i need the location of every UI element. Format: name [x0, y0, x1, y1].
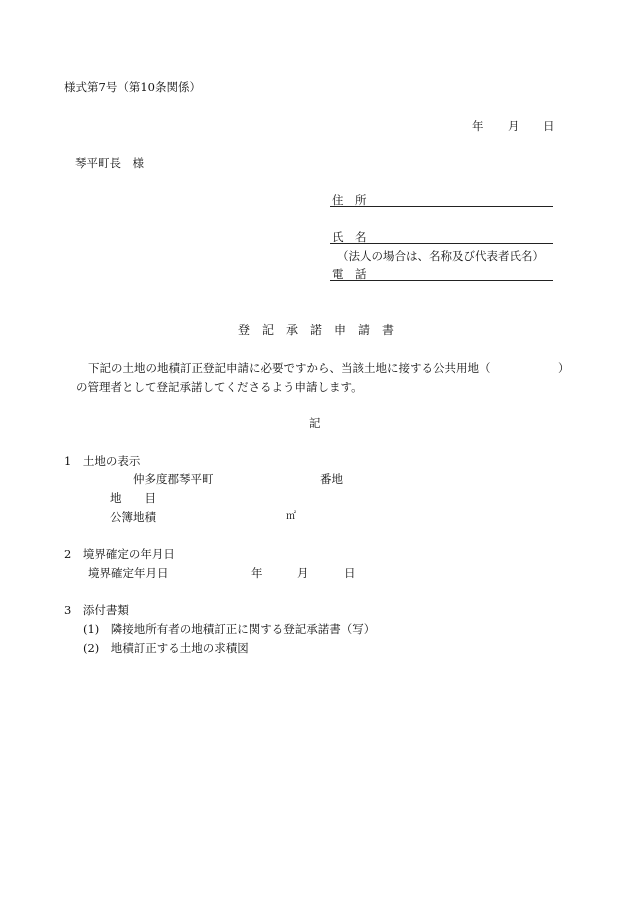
body-line-1: 下記の土地の地積訂正登記申請に必要ですから、当該土地に接する公共用地（ — [88, 361, 491, 375]
land-location: 仲多度郡琴平町 — [133, 472, 214, 486]
phone-underline — [330, 280, 553, 281]
ki-heading: 記 — [309, 416, 321, 430]
address-label: 住 所 — [332, 193, 367, 207]
attachment-item-1: (1) 隣接地所有者の地積訂正に関する登記承諾書（写） — [83, 622, 376, 636]
boundary-month: 月 — [297, 566, 309, 580]
corporation-note: （法人の場合は、名称及び代表者氏名） — [337, 249, 544, 263]
date-year: 年 — [472, 119, 484, 133]
document-title: 登記承諾申請書 — [238, 323, 407, 337]
boundary-date-label: 境界確定年月日 — [88, 566, 169, 580]
name-label: 氏 名 — [332, 230, 367, 244]
land-chimoku: 地 目 — [110, 491, 156, 505]
addressee: 琴平町長 様 — [75, 156, 144, 170]
date-day: 日 — [543, 119, 555, 133]
name-underline — [330, 243, 553, 244]
land-area-label: 公簿地積 — [110, 510, 156, 524]
address-underline — [330, 206, 553, 207]
section3-heading: 3 添付書類 — [64, 603, 129, 617]
section2-heading: 2 境界確定の年月日 — [64, 547, 175, 561]
attachment-item-2: (2) 地積訂正する土地の求積図 — [83, 641, 249, 655]
land-area-unit: ㎡ — [286, 511, 296, 522]
section1-heading: 1 土地の表示 — [64, 454, 141, 468]
form-number: 様式第7号（第10条関係） — [64, 80, 201, 94]
date-month: 月 — [508, 119, 520, 133]
phone-label: 電 話 — [332, 267, 367, 281]
boundary-year: 年 — [251, 566, 263, 580]
land-banchi: 番地 — [320, 472, 343, 486]
boundary-day: 日 — [344, 566, 356, 580]
body-line-2: の管理者として登記承諾してくださるよう申請します。 — [76, 380, 363, 394]
body-line-1-close: ） — [558, 361, 570, 375]
